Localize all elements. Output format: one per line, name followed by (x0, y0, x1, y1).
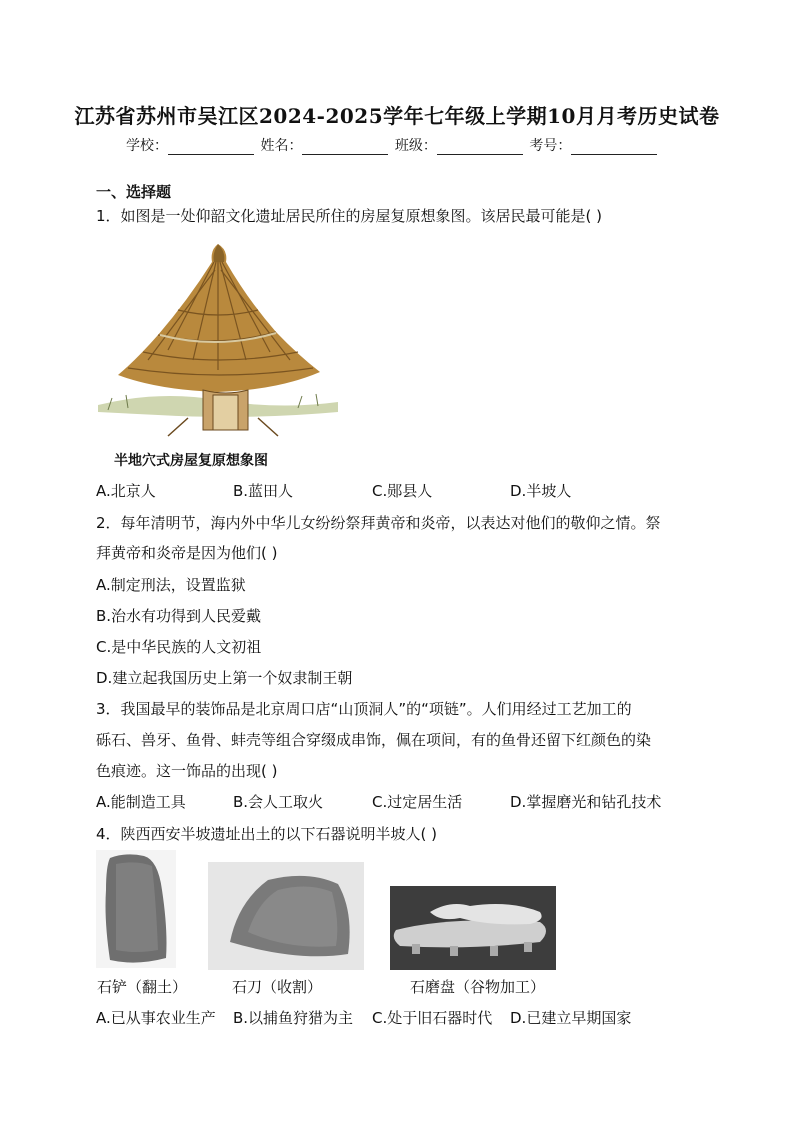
q3-stem-line2: 砾石、兽牙、鱼骨、蚌壳等组合穿缀成串饰，佩在项间，有的鱼骨还留下红颜色的染 (96, 731, 652, 749)
q3-option-b[interactable]: B.会人工取火 (233, 793, 324, 811)
q1-stem: 1．如图是一处仰韶文化遗址居民所住的房屋复原想象图。该居民最可能是( ) (96, 207, 603, 225)
q2-option-a[interactable]: A.制定刑法，设置监狱 (96, 576, 246, 594)
q2-option-c[interactable]: C.是中华民族的人文初祖 (96, 638, 262, 656)
q4-stem: 4．陕西西安半坡遗址出土的以下石器说明半坡人( ) (96, 825, 438, 843)
name-label: 姓名： (260, 138, 303, 154)
hut-image (98, 240, 338, 440)
grinding-stone-image (390, 886, 556, 970)
q1-option-a[interactable]: A.北京人 (96, 482, 156, 500)
number-label: 考号： (529, 138, 572, 154)
number-blank[interactable] (571, 140, 657, 155)
school-blank[interactable] (168, 140, 254, 155)
q1-option-c[interactable]: C.郧县人 (372, 482, 433, 500)
exam-title: 江苏省苏州市吴江区2024-2025学年七年级上学期10月月考历史试卷 (74, 104, 720, 128)
q1-option-b[interactable]: B.蓝田人 (233, 482, 294, 500)
q4-caption-knife: 石刀（收割） (232, 978, 323, 996)
q3-stem-line1: 3．我国最早的装饰品是北京周口店“山顶洞人”的“项链”。人们用经过工艺加工的 (96, 700, 632, 718)
q4-option-c[interactable]: C.处于旧石器时代 (372, 1009, 493, 1027)
q2-option-d[interactable]: D.建立起我国历史上第一个奴隶制王朝 (96, 669, 353, 687)
q2-stem-line1: 2．每年清明节，海内外中华儿女纷纷祭拜黄帝和炎帝，以表达对他们的敬仰之情。祭 (96, 514, 661, 532)
q4-option-d[interactable]: D.已建立早期国家 (510, 1009, 632, 1027)
school-label: 学校： (126, 138, 168, 154)
class-label: 班级： (394, 138, 437, 154)
q1-option-d[interactable]: D.半坡人 (510, 482, 572, 500)
q4-option-b[interactable]: B.以捕鱼狩猎为主 (233, 1009, 354, 1027)
class-blank[interactable] (437, 140, 523, 155)
stone-shovel-image (96, 850, 176, 968)
student-info-line (126, 135, 659, 155)
name-blank[interactable] (302, 140, 388, 155)
q3-option-d[interactable]: D.掌握磨光和钻孔技术 (510, 793, 662, 811)
q1-image-caption: 半地穴式房屋复原想象图 (114, 453, 268, 469)
stone-knife-image (208, 862, 364, 970)
section-heading: 一、选择题 (96, 183, 172, 201)
q3-option-c[interactable]: C.过定居生活 (372, 793, 463, 811)
q4-caption-grinder: 石磨盘（谷物加工） (410, 978, 546, 996)
q3-option-a[interactable]: A.能制造工具 (96, 793, 186, 811)
q3-stem-line3: 色痕迹。这一饰品的出现( ) (96, 762, 278, 780)
q2-option-b[interactable]: B.治水有功得到人民爱戴 (96, 607, 262, 625)
q4-option-a[interactable]: A.已从事农业生产 (96, 1009, 216, 1027)
q2-stem-line2: 拜黄帝和炎帝是因为他们( ) (96, 544, 278, 562)
q4-caption-shovel: 石铲（翻土） (97, 978, 188, 996)
